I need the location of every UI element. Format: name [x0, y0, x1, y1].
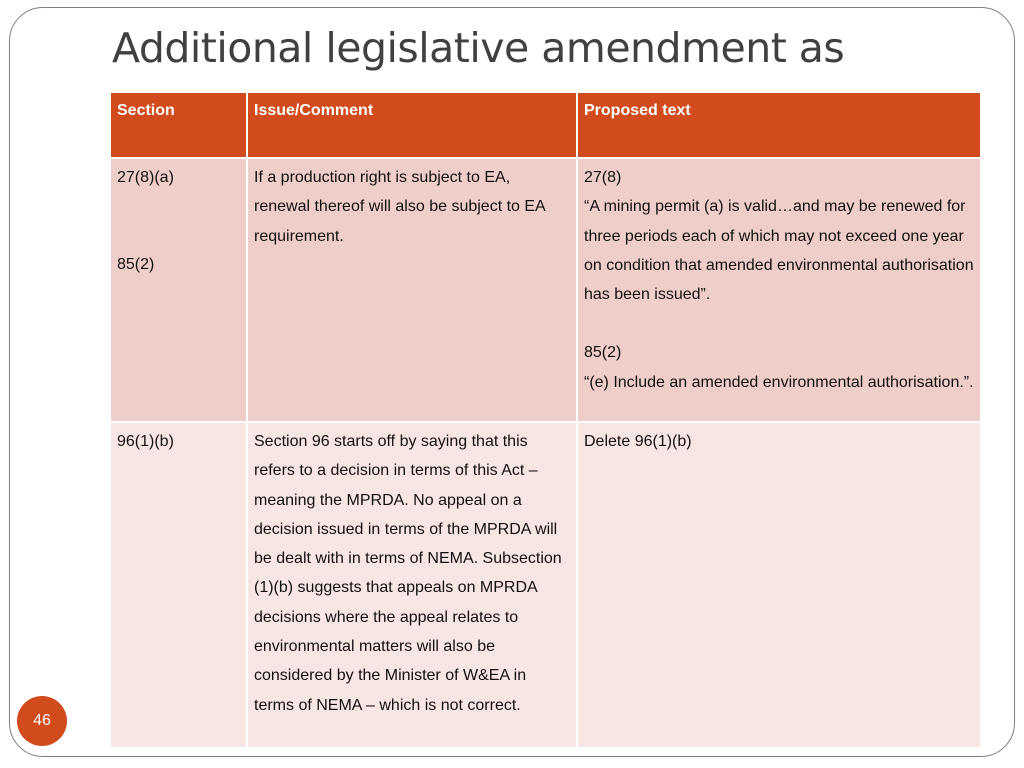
issue-text: Section 96 starts off by saying that this refers to a decision in terms of this Act – meaning the MPRDA. No appeal on a decision issued in terms of the MPRDA will be dealt with in terms of NEMA. Subsection (1)(b) suggests that appeals on MPRDA decisions where the appeal relates to environmental matters will also be considered by the Minister of W&EA in terms of NEMA – which is not correct. — [254, 433, 562, 714]
spacer — [117, 192, 240, 250]
spacer — [584, 309, 974, 338]
table-row — [110, 422, 981, 748]
section-cell — [110, 422, 247, 748]
proposed-cell — [577, 422, 981, 748]
header-section: Section — [110, 92, 247, 158]
issue-cell — [247, 158, 577, 422]
header-proposed-text: Proposed text — [577, 92, 981, 158]
issue-cell — [247, 422, 577, 748]
issue-text: If a production right is subject to EA, renewal thereof will also be subject to EA requirement. — [254, 169, 545, 245]
section-ref: 96(1)(b) — [117, 433, 174, 450]
section-ref: 85(2) — [117, 256, 155, 274]
table-row — [110, 158, 981, 422]
slide-title: Additional legislative amendment as — [112, 24, 845, 72]
proposed-ref: 85(2) — [584, 344, 622, 362]
table-header-row — [110, 92, 981, 158]
proposed-text: “A mining permit (a) is valid…and may be renewed for three periods each of which may not exceed one year on condition that amended environmental authorisation has been issued”. — [584, 198, 974, 304]
section-cell — [110, 158, 247, 422]
page-number-badge — [17, 696, 67, 746]
section-ref: 27(8)(a) — [117, 169, 174, 186]
amendment-table — [109, 91, 982, 749]
proposed-ref: 27(8) — [584, 169, 622, 186]
proposed-text: “(e) Include an amended environmental authorisation.”. — [584, 373, 974, 391]
proposed-text: Delete 96(1)(b) — [584, 433, 692, 450]
header-issue-comment: Issue/Comment — [247, 92, 577, 158]
proposed-cell — [577, 158, 981, 422]
page-number: 46 — [33, 712, 51, 729]
